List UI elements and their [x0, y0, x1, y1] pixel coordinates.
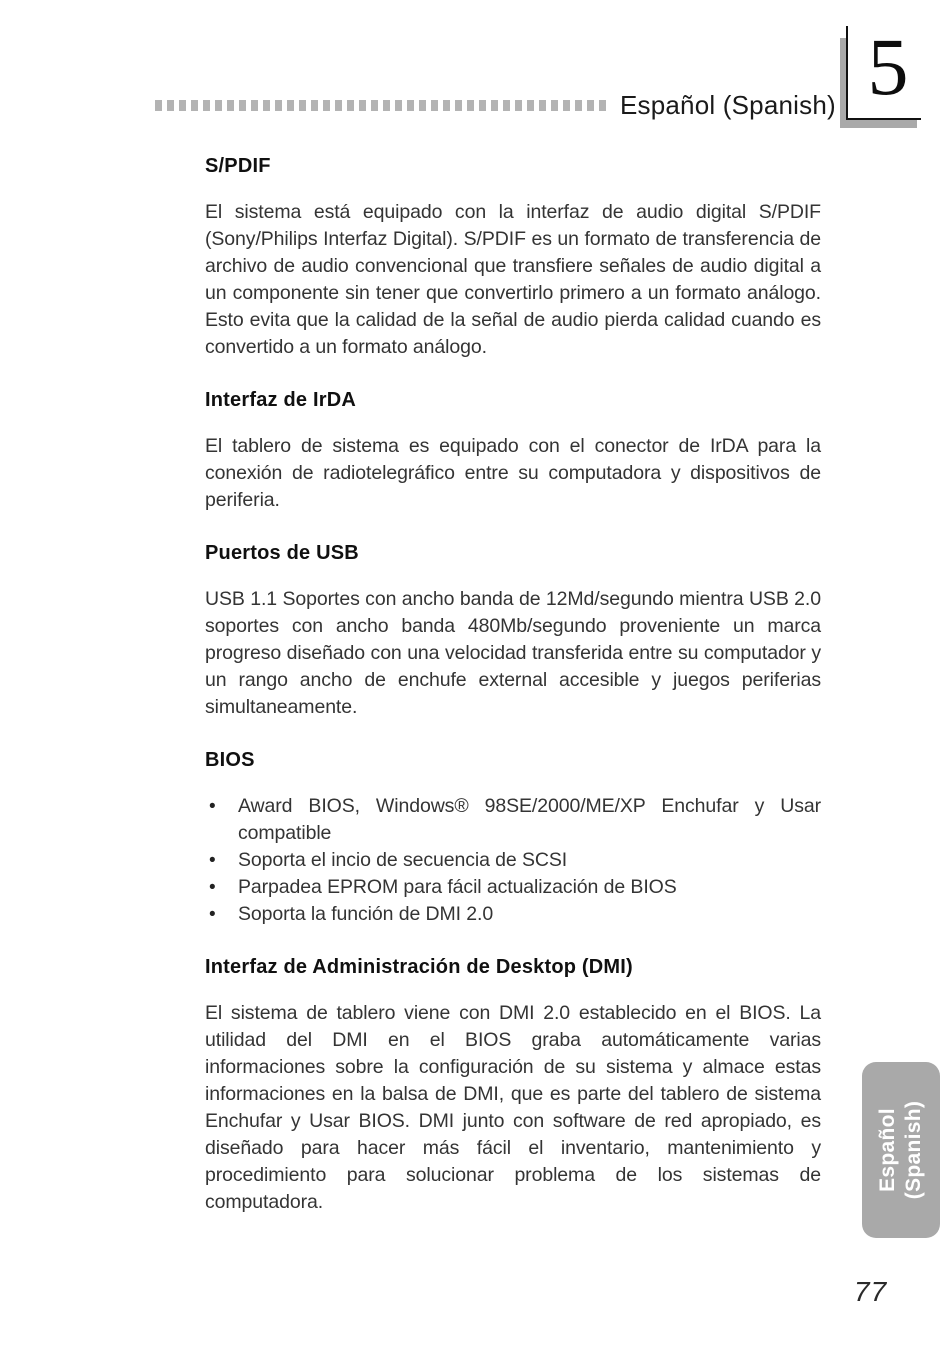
- chapter-corner-mark: [830, 18, 930, 136]
- section-dmi: [205, 954, 821, 1216]
- page-number: 77: [854, 1276, 888, 1307]
- header-square: [575, 100, 582, 111]
- header-square: [431, 100, 438, 111]
- header-square: [323, 100, 330, 111]
- list-item: • Award BIOS, Windows® 98SE/2000/ME/XP Enchufar y Usar compatible: [205, 793, 821, 847]
- header-square: [191, 100, 198, 111]
- list-item: • Parpadea EPROM para fácil actualización de BIOS: [205, 874, 821, 901]
- header-square: [503, 100, 510, 111]
- header-square: [371, 100, 378, 111]
- page-header-title: Español (Spanish): [620, 90, 836, 120]
- header-square: [227, 100, 234, 111]
- section-irda: [205, 387, 821, 514]
- header-square: [467, 100, 474, 111]
- section-spdif: [205, 153, 821, 361]
- header-square: [443, 100, 450, 111]
- header-square: [155, 100, 162, 111]
- side-tab-line1: Español: [875, 1108, 899, 1192]
- header-square: [599, 100, 606, 111]
- header-square: [395, 100, 402, 111]
- header-square: [251, 100, 258, 111]
- header-square: [587, 100, 594, 111]
- section-heading: Puertos de USB: [205, 542, 359, 564]
- list-item: • Soporta la función de DMI 2.0: [205, 901, 821, 928]
- header-square: [419, 100, 426, 111]
- header-square: [383, 100, 390, 111]
- header-square: [215, 100, 222, 111]
- page-header: [155, 90, 836, 121]
- corner-line-vertical: [846, 26, 848, 120]
- header-square: [551, 100, 558, 111]
- header-square: [311, 100, 318, 111]
- bullet-list: [205, 793, 821, 928]
- decorative-dotted-line: [155, 100, 606, 111]
- paragraph: El tablero de sistema es equipado con el conector de IrDA para la conexión de radiotelegráfico entre su computadora y dispositivos de periferia.: [205, 435, 821, 511]
- list-item: • Soporta el incio de secuencia de SCSI: [205, 847, 821, 874]
- header-square: [407, 100, 414, 111]
- header-square: [239, 100, 246, 111]
- header-square: [203, 100, 210, 111]
- header-square: [347, 100, 354, 111]
- header-square: [275, 100, 282, 111]
- corner-line-horizontal: [846, 118, 921, 120]
- language-side-tab-label: [875, 1101, 928, 1199]
- section-heading: Interfaz de IrDA: [205, 389, 357, 411]
- section-usb: [205, 540, 821, 721]
- header-square: [287, 100, 294, 111]
- header-square: [179, 100, 186, 111]
- paragraph: USB 1.1 Soportes con ancho banda de 12Md/segundo mientra USB 2.0 soportes con ancho banda 480Mb/segundo proveniente un marca progreso diseñado con una velocidad transferida entre su computador y un rango ancho de enchufe external accesible y juegos periferias simultaneamente.: [205, 588, 821, 718]
- header-square: [335, 100, 342, 111]
- header-square: [299, 100, 306, 111]
- main-content: [205, 153, 821, 1242]
- header-square: [263, 100, 270, 111]
- section-heading: BIOS: [205, 749, 255, 771]
- section-heading: Interfaz de Administración de Desktop (DMI): [205, 956, 633, 978]
- paragraph: El sistema de tablero viene con DMI 2.0 establecido en el BIOS. La utilidad del DMI en el BIOS graba automáticamente varias informaciones sobre la configuración de su sistema y almace estas informaciones en la balsa de DMI, que es parte del tablero de sistema Enchufar y Usar BIOS. DMI junto con software de red apropiado, es diseñado para hacer más fácil el inventario, mantenimiento y procedimiento para solucionar problema de los sistemas de computadora.: [205, 1002, 821, 1213]
- header-square: [167, 100, 174, 111]
- header-square: [359, 100, 366, 111]
- section-heading: S/PDIF: [205, 155, 271, 177]
- corner-shadow-horizontal: [840, 120, 917, 128]
- header-square: [479, 100, 486, 111]
- chapter-number: 5: [867, 21, 909, 112]
- header-square: [491, 100, 498, 111]
- header-square: [563, 100, 570, 111]
- header-square: [455, 100, 462, 111]
- section-bios: [205, 747, 821, 928]
- header-square: [515, 100, 522, 111]
- header-square: [527, 100, 534, 111]
- header-square: [539, 100, 546, 111]
- language-side-tab: [862, 1062, 940, 1238]
- side-tab-line2: (Spanish): [902, 1100, 925, 1200]
- paragraph: El sistema está equipado con la interfaz de audio digital S/PDIF (Sony/Philips Interfaz Digital). S/PDIF es un formato de transferencia de archivo de audio convencional que transfiere señales de audio digital a un componente sin tener que convertirlo primero a un formato análogo. Esto evita que la calidad de la señal de audio pierda calidad cuando es convertido a un formato análogo.: [205, 201, 821, 358]
